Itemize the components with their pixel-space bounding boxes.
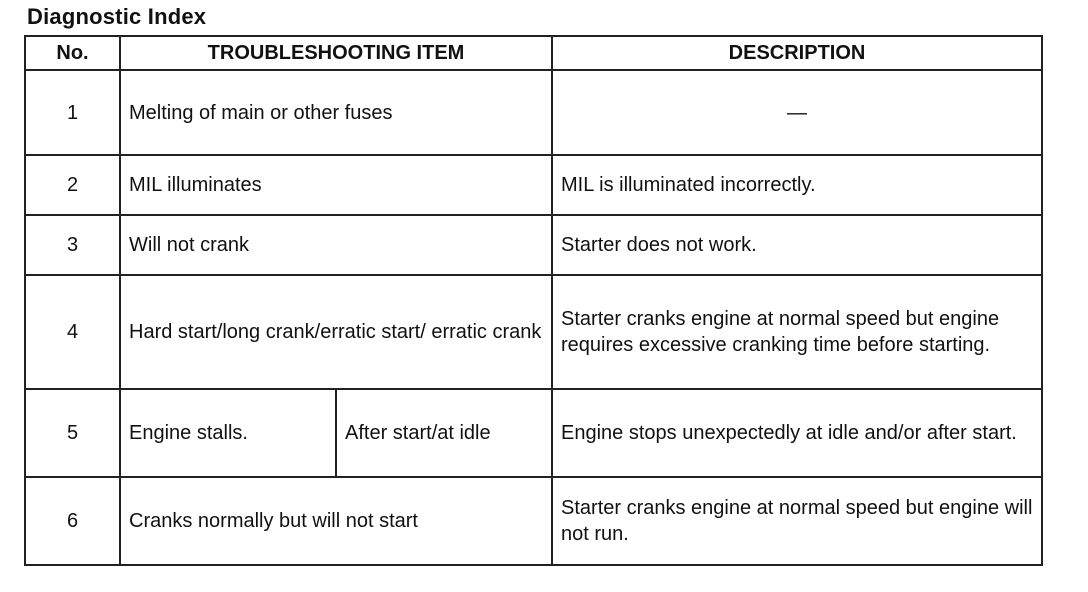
diagnostic-index-table bbox=[24, 35, 1043, 566]
header-no: No. bbox=[25, 36, 120, 70]
row-number: 6 bbox=[25, 477, 120, 565]
table-header-row bbox=[25, 36, 1042, 70]
description: Engine stops unexpectedly at idle and/or after start. bbox=[552, 389, 1042, 477]
page-title: Diagnostic Index bbox=[27, 4, 207, 29]
row-number: 3 bbox=[25, 215, 120, 275]
table-row bbox=[25, 155, 1042, 215]
troubleshooting-item: Will not crank bbox=[120, 215, 552, 275]
table-row bbox=[25, 477, 1042, 565]
description: Starter does not work. bbox=[552, 215, 1042, 275]
table-row bbox=[25, 275, 1042, 389]
troubleshooting-item: Hard start/long crank/erratic start/ erratic crank bbox=[120, 275, 552, 389]
table-row bbox=[25, 215, 1042, 275]
row-number: 5 bbox=[25, 389, 120, 477]
troubleshooting-item: MIL illuminates bbox=[120, 155, 552, 215]
description: Starter cranks engine at normal speed but engine requires excessive cranking time before starting. bbox=[552, 275, 1042, 389]
row-number: 4 bbox=[25, 275, 120, 389]
troubleshooting-item: Melting of main or other fuses bbox=[120, 70, 552, 155]
header-troubleshooting-item: TROUBLESHOOTING ITEM bbox=[120, 36, 552, 70]
troubleshooting-item: Engine stalls. bbox=[120, 389, 336, 477]
troubleshooting-subitem: After start/at idle bbox=[336, 389, 552, 477]
header-description: DESCRIPTION bbox=[552, 36, 1042, 70]
description: MIL is illuminated incorrectly. bbox=[552, 155, 1042, 215]
description: Starter cranks engine at normal speed but engine will not run. bbox=[552, 477, 1042, 565]
description: — bbox=[552, 70, 1042, 155]
row-number: 2 bbox=[25, 155, 120, 215]
troubleshooting-item: Cranks normally but will not start bbox=[120, 477, 552, 565]
table-row bbox=[25, 70, 1042, 155]
table-row bbox=[25, 389, 1042, 477]
row-number: 1 bbox=[25, 70, 120, 155]
